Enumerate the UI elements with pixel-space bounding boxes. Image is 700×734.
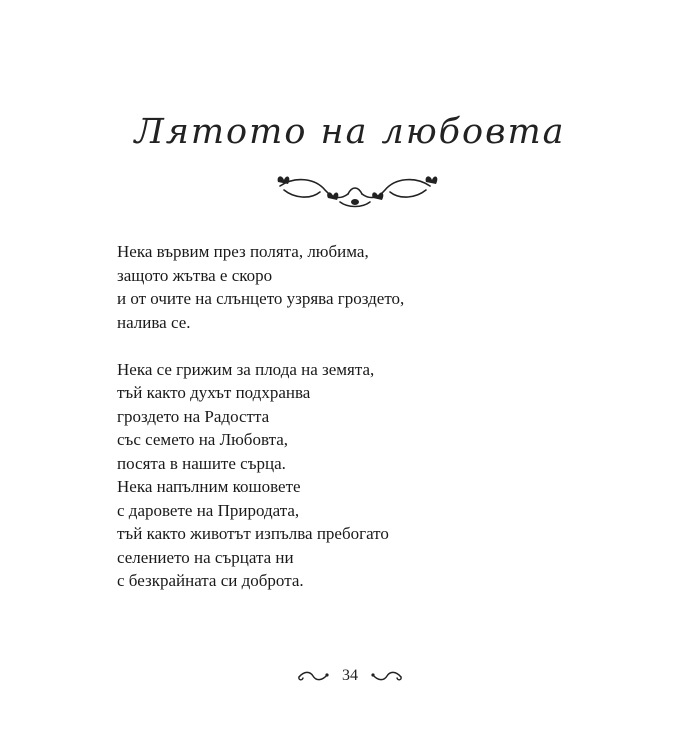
poem-line: със семето на Любовта,	[117, 430, 288, 449]
poem-line: тъй както животът изпълва пребогато	[117, 524, 389, 543]
tulip-flourish-icon	[270, 172, 440, 212]
flourish-left-icon	[296, 668, 330, 684]
poem-line: гроздето на Радостта	[117, 406, 270, 426]
poem-line: Нека вървим през полята, любима,	[117, 242, 369, 261]
poem-line: Нека напълним кошовете	[117, 477, 301, 496]
page-footer	[0, 664, 700, 688]
poem-line: посята в нашите сърца.	[117, 453, 286, 473]
flourish-right-icon	[370, 668, 404, 684]
poem-line: с даровете на Природата,	[117, 500, 300, 520]
poem-line: селението на сърцата ни	[117, 547, 294, 567]
poem	[117, 240, 637, 616]
page-title: Лятото на любовта	[134, 112, 566, 152]
stanza-1	[117, 240, 637, 334]
poem-line: с безкрайната си доброта.	[117, 571, 304, 590]
poem-line: защото жътва е скоро	[117, 265, 273, 285]
stanza-2	[117, 358, 637, 593]
poem-line: и от очите на слънцето узрява гроздето,	[117, 289, 405, 308]
poem-line: тъй както духът подхранва	[117, 383, 311, 402]
page-number: 34	[342, 667, 358, 684]
poem-line: Нека се грижим за плода на земята,	[117, 359, 375, 379]
poem-line: налива се.	[117, 312, 191, 332]
